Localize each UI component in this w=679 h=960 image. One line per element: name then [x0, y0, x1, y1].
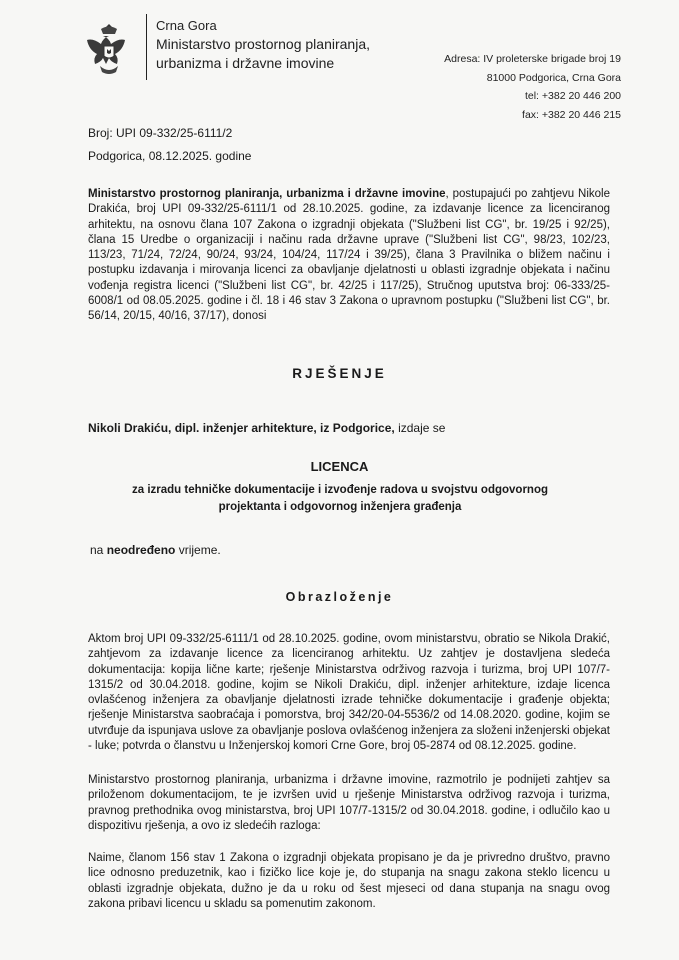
recipient-line [88, 421, 445, 435]
duration-value: neodređeno [106, 543, 176, 557]
address-line2: 81000 Podgorica, Crna Gora [486, 71, 621, 84]
licenca-desc-line1: za izradu tehničke dokumentacije i izvođenje radova u svojstvu odgovornog [131, 484, 548, 496]
document-meta [88, 122, 251, 168]
org-ministry-line1: Ministarstvo prostornog planiranja, [156, 36, 370, 52]
duration-suffix: vrijeme. [175, 543, 221, 557]
reasoning-paragraph-3: Naime, članom 156 stav 1 Zakona o izgradnji objekata propisano je da je privredno društvo, pravno lice odnosno preduzetnik, kao i fizičko lice koje je, do stupanja na snagu zakona steklo licencu u oblasti izgradnje objekata, dužno je da u roku od šest mjeseci od dana stupanja na snagu ovog zakona pribavi licencu u skladu sa pomenutim zakonom. [88, 852, 610, 910]
montenegro-coat-of-arms-icon [86, 20, 132, 78]
address-line1: Adresa: IV proleterske brigade broj 19 [444, 53, 621, 65]
intro-text: , postupajući po zahtjevu Nikole Drakića, broj UPI 09-332/25-6111/1 od 28.10.2025. godine, za izdavanje licence za licencirаnog arhitektu, na osnovu člana 107 Zakona o izgradnji objekata ("Službeni list CG", br. 19/25 i 92/25), člana 15 Uredbe o organizaciji i načinu rada državne uprave ("Službeni list CG", 98/23, 102/23, 113/23, 71/24, 72/24, 90/24, 93/24, 104/24, 117/24 i 39/25), člana 3 Pravilnika o bližem načinu i postupku izdavanja i mirovanja licenci za obavljanje djelatnosti u oblasti izgradnje objekata i načinu vođenja registra licenci ("Službeni list CG", br. 42/25 i 117/25), Stručnog uputstva broj: 06-333/25-6008/1 od 08.05.2025. godine i čl. 18 i 46 stav 3 Zakona o upravnom postupku ("Službeni list CG", br. 56/14, 20/15, 40/16, 37/17), donosi [88, 188, 610, 323]
recipient-name: Nikoli Drakiću, dipl. inženjer arhitekture, iz Podgorice, [88, 421, 395, 435]
obrazlozenje-title: Obrazloženje [285, 590, 394, 604]
reasoning-paragraph-2: Ministarstvo prostornog planiranja, urbanizma i državne imovine, razmotrilo je podnijeti zahtjev sa priloženom dokumentacijom, te je izvršen uvid u rješenje Ministarstva održivog razvoja i turizma, pravnog prethodnika ovog ministarstva, broj UPI 107/7-1315/2 od 30.04.2018. godine, i odlučilo kao u dispozitivu rješenja, a ovo iz sledećih razloga: [88, 774, 610, 832]
rjesenje-title: RJEŠENJE [292, 366, 387, 381]
recipient-suffix: izdaje se [394, 421, 446, 435]
contact-block [444, 50, 621, 124]
org-country: Crna Gora [156, 18, 217, 33]
phone: tel: +382 20 446 200 [524, 90, 621, 102]
document-number: Broj: UPI 09-332/25-6111/2 [88, 126, 233, 140]
organization-block [156, 16, 370, 73]
header-divider [146, 14, 147, 80]
licenca-title: LICENCA [310, 459, 369, 474]
duration-prefix: na [90, 543, 107, 557]
fax: fax: +382 20 446 215 [522, 108, 621, 121]
reasoning-paragraph-1: Aktom broj UPI 09-332/25-6111/1 od 28.10.2025. godine, ovom ministarstvu, obratio se Nikola Drakić, zahtjevom za izdavanje licence za licencirаnog arhitektu. Uz zahtjev je dostavljena sledeća dokumentacija: kopija lične karte; rješenje Ministarstva održivog razvoja i turizma, broj UPI 107/7-1315/2 od 30.04.2018. godine, kojim se Nikoli Drakiću, dipl. inženjer arhitekture, izdaje licenca ovlašćenog inženjera za obavljanje djelatnosti izrade tehničke dokumentacije i građenje objekta; rješenje Ministarstva saobraćaja i pomorstva, broj 342/20-04-5536/2 od 14.08.2020. godine, kojim se utvrđuje da ispunjava uslove za obavljanje poslova ovlašćenog inženjera za složeni inženjerski objekat - luke; potvrda o članstvu u Inženjerskoj komori Crne Gore, broj 05-2874 od 08.12.2025. godine. [88, 633, 610, 753]
intro-paragraph [88, 187, 610, 325]
licenca-description [90, 482, 590, 516]
licenca-duration [90, 543, 221, 557]
org-ministry-line2: urbanizma i državne imovine [156, 55, 335, 71]
licenca-desc-line2: projektanta i odgovornog inženjera građenja [218, 501, 462, 513]
intro-lead: Ministarstvo prostornog planiranja, urbanizma i državne imovine [88, 188, 446, 200]
place-date: Podgorica, 08.12.2025. godine [88, 149, 252, 163]
